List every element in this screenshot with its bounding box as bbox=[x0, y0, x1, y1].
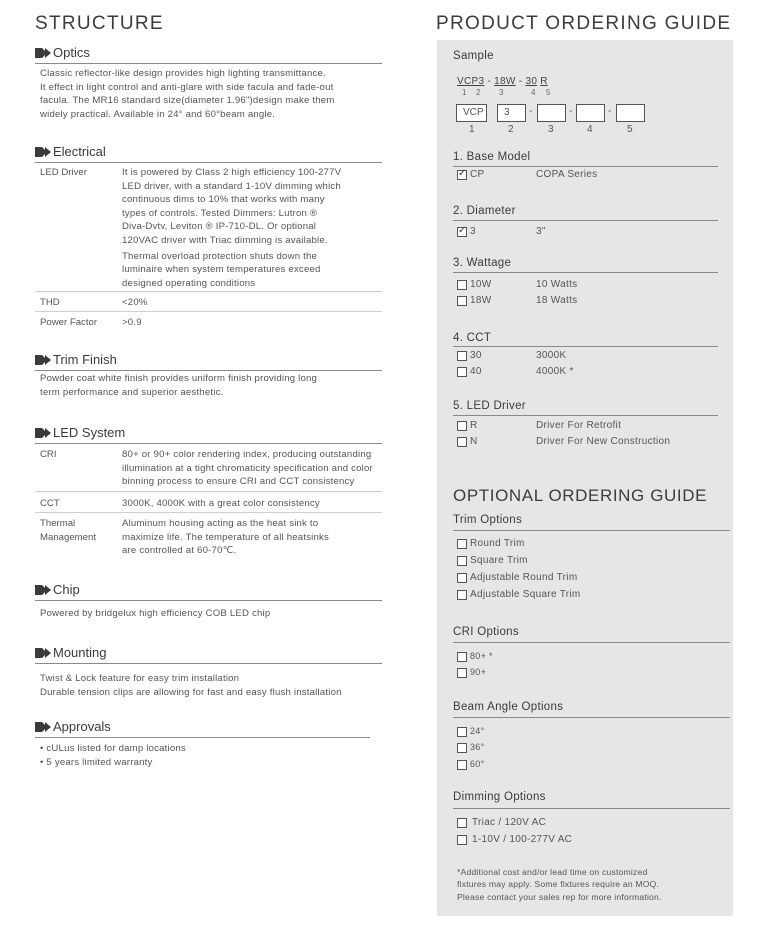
option-code: CP bbox=[470, 169, 485, 180]
arrow-icon bbox=[35, 47, 51, 59]
power-factor-label: Power Factor bbox=[40, 317, 98, 328]
option-code: 3 bbox=[470, 226, 476, 237]
arrow-icon bbox=[35, 721, 51, 733]
box-num: 3 bbox=[548, 124, 554, 135]
option-label: 90+ bbox=[470, 667, 487, 677]
divider bbox=[453, 530, 730, 531]
footnote: *Additional cost and/or lead time on customized fixtures may apply. Some fixtures require an MOQ. Please contact your sales rep for more information. bbox=[457, 867, 662, 902]
option-label: Round Trim bbox=[470, 538, 525, 549]
cri-options-title: CRI Options bbox=[453, 626, 519, 638]
box-num: 4 bbox=[587, 124, 593, 135]
divider bbox=[453, 415, 718, 416]
led-driver-text: It is powered by Class 2 high efficiency 100-277V LED driver, with a standard 1-10V dimming which continuous dims to 10% that works with many types of controls. Tested Dimmers: Lutron ® Diva-Dvtv, Leviton ® IP-710-DL. Or optional 120VAC driver with Triac dimming is available. Thermal overload protection shuts down the luminaire when system temperatures exceed designed operating conditions bbox=[122, 167, 342, 289]
approvals-list bbox=[40, 742, 380, 769]
cct-title: 4. CCT bbox=[453, 332, 492, 344]
electrical-title: Electrical bbox=[53, 144, 106, 159]
mounting-title: Mounting bbox=[53, 645, 107, 660]
option-label: Adjustable Round Trim bbox=[470, 572, 578, 583]
cri-text: 80+ or 90+ color rendering index, producing outstanding illumination at a tight chromaticity specification and color binning process to ensure CRI and CCT consistency bbox=[122, 449, 373, 488]
checkbox-3[interactable] bbox=[457, 227, 467, 237]
option-desc: 18 Watts bbox=[536, 295, 578, 306]
code-num: 3 bbox=[499, 88, 504, 97]
arrow-icon bbox=[35, 647, 51, 659]
checkbox-90[interactable] bbox=[457, 668, 467, 678]
trim-finish-text: Powder coat white finish provides uniform finish providing long term performance and superior aesthetic. bbox=[40, 373, 318, 398]
option-desc: Driver For New Construction bbox=[536, 436, 671, 447]
checkbox-18w[interactable] bbox=[457, 296, 467, 306]
trim-options-title: Trim Options bbox=[453, 514, 522, 526]
box-num: 1 bbox=[469, 124, 475, 135]
cct-label: CCT bbox=[40, 498, 60, 509]
wattage-title: 3. Wattage bbox=[453, 257, 512, 269]
divider bbox=[453, 717, 730, 718]
ordering-guide-heading: PRODUCT ORDERING GUIDE bbox=[436, 13, 732, 34]
option-desc: 10 Watts bbox=[536, 279, 578, 290]
electrical-section-header bbox=[35, 143, 382, 163]
optics-text: Classic reflector-like design provides high lighting transmittance. It effect in light control and anti-glare with side facula and fade-out facula. The MR16 standard size(diameter 1.96")design make them widely practical. Available in 24° and 60°beam angle. bbox=[40, 68, 335, 120]
option-label: Adjustable Square Trim bbox=[470, 589, 581, 600]
led-driver-label: LED Driver bbox=[40, 167, 87, 178]
power-factor-value: >0.9 bbox=[122, 317, 142, 328]
checkbox-r[interactable] bbox=[457, 421, 467, 431]
dash: - bbox=[569, 106, 573, 117]
option-desc: COPA Series bbox=[536, 169, 598, 180]
divider bbox=[453, 642, 730, 643]
cct-text: 3000K, 4000K with a great color consistency bbox=[122, 498, 320, 509]
option-code: 40 bbox=[470, 366, 482, 377]
trim-finish-section-header bbox=[35, 351, 382, 371]
structure-heading: STRUCTURE bbox=[35, 13, 164, 34]
option-code: 10W bbox=[470, 279, 492, 290]
box-num: 2 bbox=[508, 124, 514, 135]
checkbox-1-10v[interactable] bbox=[457, 835, 467, 845]
checkbox-square-trim[interactable] bbox=[457, 556, 467, 566]
list-item: • cULus listed for damp locations bbox=[40, 743, 186, 754]
led-system-section-header bbox=[35, 424, 382, 444]
option-code: 30 bbox=[470, 350, 482, 361]
chip-title: Chip bbox=[53, 582, 80, 597]
sample-box-3 bbox=[537, 104, 566, 122]
checkbox-adjustable-square-trim[interactable] bbox=[457, 590, 467, 600]
list-item: • 5 years limited warranty bbox=[40, 756, 153, 768]
option-desc: 4000K * bbox=[536, 366, 574, 377]
arrow-icon bbox=[35, 146, 51, 158]
sample-label: Sample bbox=[453, 50, 494, 62]
option-desc: Driver For Retrofit bbox=[536, 420, 622, 431]
diameter-title: 2. Diameter bbox=[453, 205, 516, 217]
option-code: R bbox=[470, 420, 478, 431]
option-label: 60° bbox=[470, 759, 485, 769]
trim-finish-title: Trim Finish bbox=[53, 352, 117, 367]
thermal-management-text: Aluminum housing acting as the heat sink to maximize life. The temperature of all heatsinks are controlled at 60-70℃. bbox=[122, 518, 330, 557]
divider bbox=[35, 512, 382, 513]
code-num: 4 bbox=[531, 88, 536, 97]
checkbox-10w[interactable] bbox=[457, 280, 467, 290]
checkbox-triac[interactable] bbox=[457, 818, 467, 828]
option-desc: 3" bbox=[536, 226, 546, 237]
beam-angle-options-title: Beam Angle Options bbox=[453, 701, 564, 713]
optics-title: Optics bbox=[53, 45, 90, 60]
option-label: 36° bbox=[470, 742, 485, 752]
sample-code: VCP3 - 18W - 30 R bbox=[457, 76, 548, 87]
approvals-section-header bbox=[35, 718, 370, 738]
sample-box-4 bbox=[576, 104, 605, 122]
checkbox-24[interactable] bbox=[457, 727, 467, 737]
chip-section-header bbox=[35, 581, 382, 601]
divider bbox=[35, 491, 382, 492]
divider bbox=[453, 166, 718, 167]
divider bbox=[35, 311, 382, 312]
thermal-management-label: Thermal Management bbox=[40, 518, 96, 543]
divider bbox=[453, 220, 718, 221]
checkbox-36[interactable] bbox=[457, 743, 467, 753]
dimming-options-title: Dimming Options bbox=[453, 791, 546, 803]
chip-text: Powered by bridgelux high efficiency COB LED chip bbox=[40, 608, 271, 619]
box-num: 5 bbox=[627, 124, 633, 135]
mounting-text: Twist & Lock feature for easy trim installation Durable tension clips are allowing for fast and easy flush installation bbox=[40, 673, 342, 698]
arrow-icon bbox=[35, 354, 51, 366]
checkbox-adjustable-round-trim[interactable] bbox=[457, 573, 467, 583]
divider bbox=[453, 272, 718, 273]
checkbox-60[interactable] bbox=[457, 760, 467, 770]
optional-ordering-heading: OPTIONAL ORDERING GUIDE bbox=[453, 486, 708, 505]
dash: - bbox=[608, 106, 612, 117]
checkbox-round-trim[interactable] bbox=[457, 539, 467, 549]
checkbox-cp[interactable] bbox=[457, 170, 467, 180]
sample-box-1: VCP bbox=[456, 104, 487, 122]
option-label: Triac / 120V AC bbox=[472, 817, 547, 828]
option-code: N bbox=[470, 436, 478, 447]
option-label: 80+ * bbox=[470, 651, 493, 661]
divider bbox=[453, 808, 730, 809]
approvals-title: Approvals bbox=[53, 719, 111, 734]
divider bbox=[35, 291, 382, 292]
base-model-title: 1. Base Model bbox=[453, 151, 531, 163]
checkbox-40[interactable] bbox=[457, 367, 467, 377]
mounting-section-header bbox=[35, 644, 382, 664]
option-desc: 3000K bbox=[536, 350, 567, 361]
code-num: 2 bbox=[476, 88, 481, 97]
sample-box-2: 3 bbox=[497, 104, 526, 122]
optics-section-header bbox=[35, 44, 382, 64]
code-num: 1 bbox=[462, 88, 467, 97]
dash: - bbox=[529, 106, 533, 117]
cri-label: CRI bbox=[40, 449, 57, 460]
led-driver-title: 5. LED Driver bbox=[453, 400, 526, 412]
checkbox-30[interactable] bbox=[457, 351, 467, 361]
option-label: 1-10V / 100-277V AC bbox=[472, 834, 573, 845]
divider bbox=[453, 346, 718, 347]
checkbox-80[interactable] bbox=[457, 652, 467, 662]
option-code: 18W bbox=[470, 295, 492, 306]
thd-value: <20% bbox=[122, 297, 148, 308]
arrow-icon bbox=[35, 427, 51, 439]
option-label: Square Trim bbox=[470, 555, 528, 566]
sample-box-5 bbox=[616, 104, 645, 122]
code-num: 5 bbox=[546, 88, 551, 97]
arrow-icon bbox=[35, 584, 51, 596]
checkbox-n[interactable] bbox=[457, 437, 467, 447]
led-system-title: LED System bbox=[53, 425, 126, 440]
option-label: 24° bbox=[470, 726, 485, 736]
thd-label: THD bbox=[40, 297, 60, 308]
